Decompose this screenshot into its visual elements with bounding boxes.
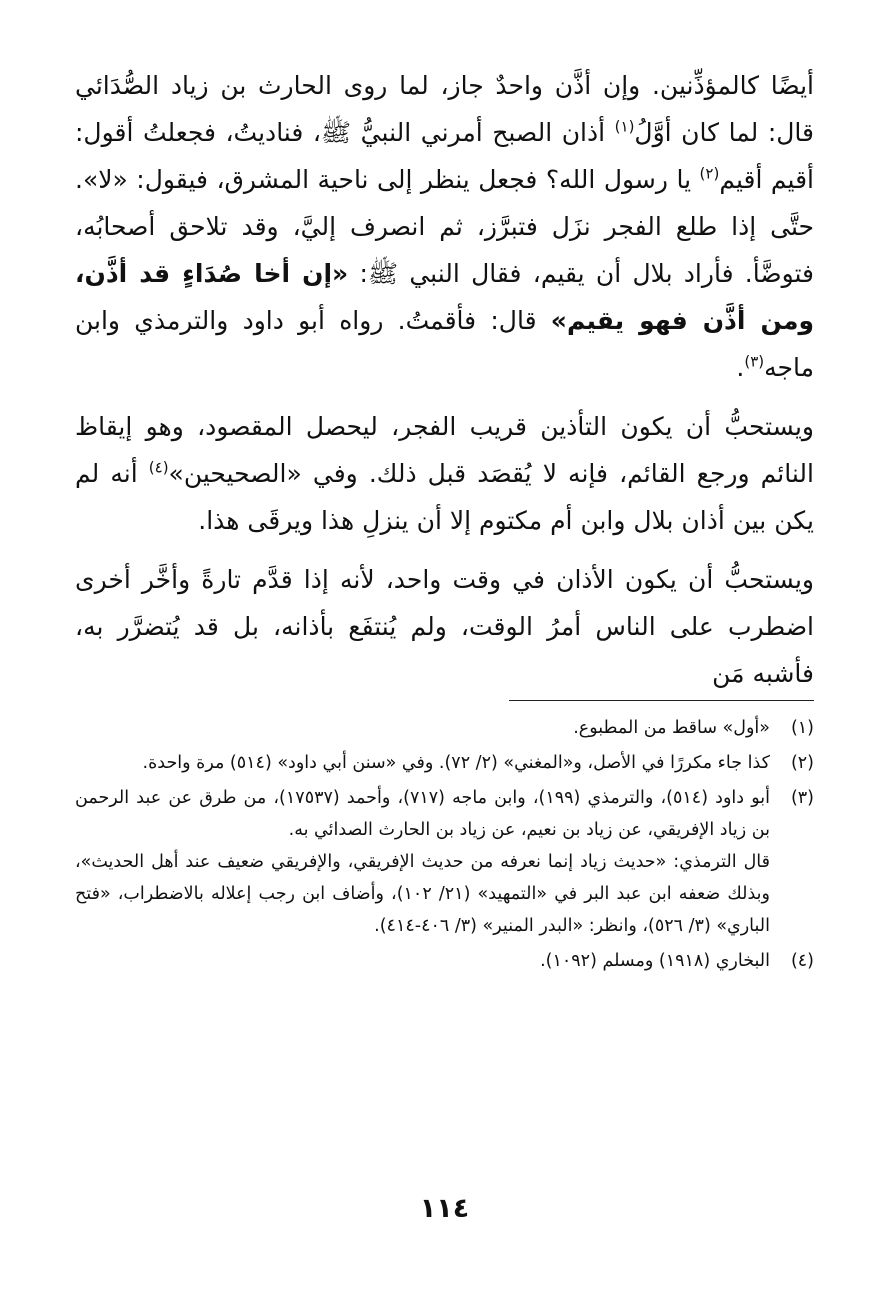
footnote-body xyxy=(75,712,770,744)
footnote-text: كذا جاء مكررًا في الأصل، و«المغني» (٢/ ٧٢). وفي «سنن أبي داود» (٥١٤) مرة واحدة. xyxy=(142,753,770,773)
footnote-ref-2: (٢) xyxy=(699,164,720,183)
footnote-ref-1: (١) xyxy=(614,117,635,136)
footnote-3 xyxy=(75,782,814,942)
footnote-body xyxy=(75,945,770,977)
footnote-number: (١) xyxy=(790,718,814,738)
footnote-body xyxy=(75,747,770,779)
footnote-body xyxy=(75,782,770,942)
footnote-1 xyxy=(75,712,814,744)
hadith-quote: «إن أخا صُدَاءٍ قد أذَّن، ومن أذَّن فهو يقيم» xyxy=(75,259,814,335)
paragraph-2-text-a: ويستحبُّ أن يكون التأذين قريب الفجر، ليحصل المقصود، وهو إيقاظ النائم ورجع القائم، فإنه لا يُقصَد قبل ذلك. وفي «الصحيحين» xyxy=(75,412,814,488)
paragraph-3: ويستحبُّ أن يكون الأذان في وقت واحد، لأنه إذا قدَّم تارةً وأخَّر أخرى اضطرب على الناس أمرُ الوقت، ولم يُنتفَع بأذانه، بل قد يُتضرَّر به، فأشبه مَن xyxy=(75,565,814,688)
main-text xyxy=(75,62,814,697)
footnote-text: أبو داود (٥١٤)، والترمذي (١٩٩)، وابن ماجه (٧١٧)، وأحمد (١٧٥٣٧)، من طرق عن عبد الرحمن بن زياد الإفريقي، عن زياد بن نعيم، عن زياد بن الحارث الصدائي به. xyxy=(75,788,770,840)
paragraph-1-text-e: . xyxy=(736,353,745,382)
paragraph-1-text-b: أذان الصبح أمرني النبيُّ ﷺ، فناديتُ، فجعلتُ أقول: أقيم أقيم xyxy=(75,118,814,194)
footnote-text: «أول» ساقط من المطبوع. xyxy=(573,718,770,738)
footnote-ref-3: (٣) xyxy=(744,352,765,371)
book-page xyxy=(75,62,814,1290)
footnote-ref-4: (٤) xyxy=(148,458,169,477)
footnote-text: البخاري (١٩١٨) ومسلم (١٠٩٢). xyxy=(540,951,770,971)
paragraph-1 xyxy=(75,62,814,391)
paragraph-1-text-a: أيضًا كالمؤذِّنين. وإن أذَّن واحدٌ جاز، لما روى الحارث بن زياد الصُّدَائي قال: لما كان أوَّلُ xyxy=(75,71,814,147)
paragraph-1-text-c: يا رسول الله؟ فجعل ينظر إلى ناحية المشرق، فيقول: «لا». حتَّى إذا طلع الفجر نزَل فتبرَّز، ثم انصرف إليَّ، وقد تلاحق أصحابُه، فتوضَّأ. فأراد بلال أن يقيم، فقال النبي ﷺ: xyxy=(75,165,815,288)
paragraph-1-text-d: قال: فأقمتُ. رواه أبو داود والترمذي وابن ماجه xyxy=(75,306,814,382)
footnote-text: قال الترمذي: «حديث زياد إنما نعرفه من حديث الإفريقي، والإفريقي ضعيف عند أهل الحديث»، وبذلك ضعفه ابن عبد البر في «التمهيد» (٢١/ ١٠٢)، وأضاف ابن رجب إعلاله بالاضطراب، «فتح الباري» (٣/ ٥٢٦)، وانظر: «البدر المنير» (٣/ ٤٠٦-٤١٤). xyxy=(75,852,770,936)
footnote-number: (٤) xyxy=(790,951,814,971)
footnote-4 xyxy=(75,945,814,977)
footnote-number: (٣) xyxy=(790,788,814,808)
footnotes xyxy=(75,712,814,980)
footnote-number: (٢) xyxy=(790,753,814,773)
page-number: ١١٤ xyxy=(419,1193,470,1224)
footnote-2 xyxy=(75,747,814,779)
paragraph-2 xyxy=(75,403,814,544)
footnote-separator xyxy=(509,700,814,701)
paragraph-2-text-b: أنه لم يكن بين أذان بلال وابن أم مكتوم إلا أن ينزلِ هذا ويرقَى هذا. xyxy=(75,459,814,535)
